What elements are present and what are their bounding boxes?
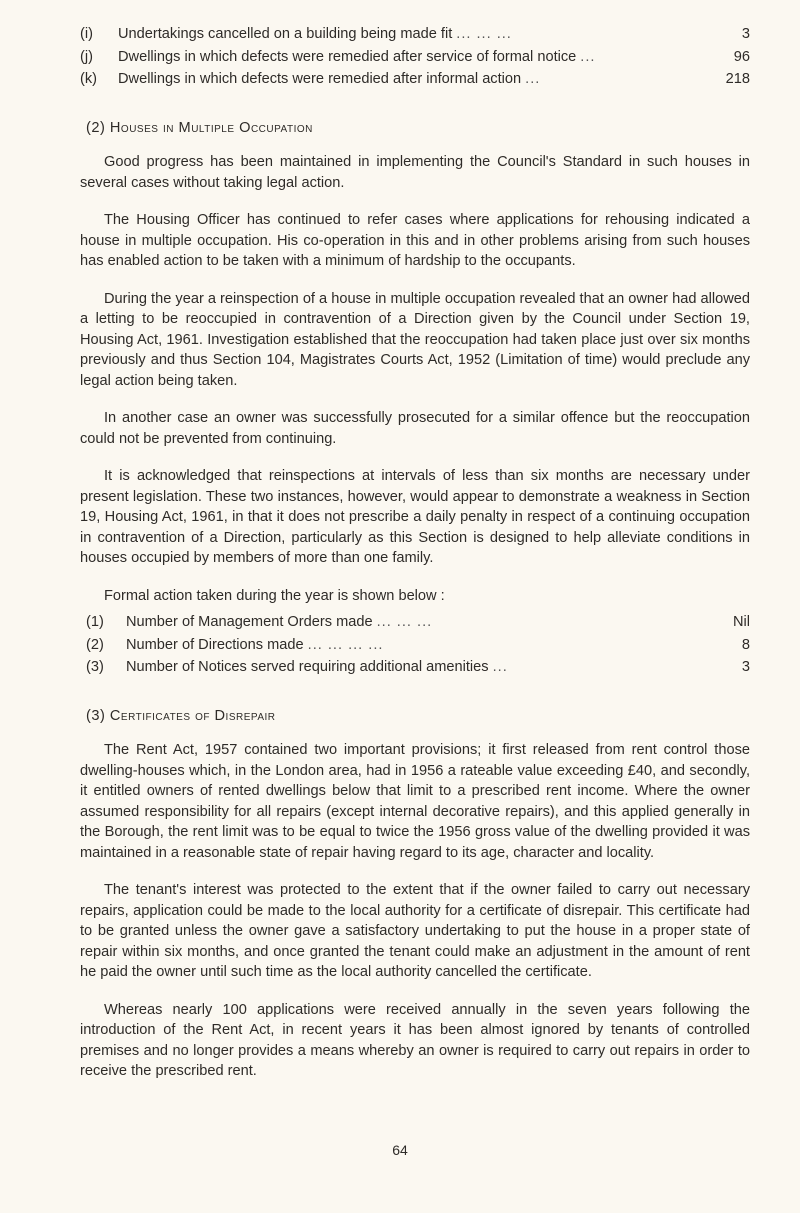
item-value: 8: [741, 636, 750, 653]
item-text: Dwellings in which defects were remedied after service of formal notice: [118, 48, 577, 65]
item-label: (1): [86, 614, 104, 630]
paragraph: During the year a reinspection of a house in multiple occupation revealed that an owner had allowed a letting to be reoccupied in contravention of a Direction given by the Council under Section 19, Housing Act, 1961. Investigation established that the reoccupation had taken place just over six months previously and thus Section 104, Magistrates Courts Act, 1952 (Limitation of time) would preclude any legal action being taken.: [80, 290, 750, 389]
item-text: Undertakings cancelled on a building being made fit: [118, 26, 453, 42]
list-item: [80, 69, 750, 92]
paragraph: It is acknowledged that reinspections at intervals of less than six months are necessary under present legislation. These two instances, however, would appear to demonstrate a weakness in Section 19, Housing Act, 1961, in that it does not prescribe a daily penalty in respect of a continuing occupation in contravention of a Direction, particularly as this Section is designed to help alleviate conditions in houses occupied by members of more than one family.: [80, 468, 750, 566]
paragraph: Formal action taken during the year is shown below :: [104, 587, 445, 604]
item-text: Dwellings in which defects were remedied after informal action: [118, 71, 522, 87]
item-value: 3: [741, 26, 750, 42]
list-item: [80, 47, 750, 70]
leader-dots: ...: [525, 71, 541, 87]
item-value: 96: [733, 48, 750, 65]
item-text: Number of Management Orders made: [126, 614, 373, 630]
paragraph: Good progress has been maintained in implementing the Council's Standard in such houses in several cases without taking legal action.: [80, 154, 750, 191]
paragraph: The Housing Officer has continued to refer cases where applications for rehousing indicated a house in multiple occupation. His co-operation in this and in other problems arising from such houses has enabled action to be taken with a minimum of hardship to the occupants.: [80, 212, 750, 269]
leader-dots: ...: [580, 48, 596, 65]
page-number: 64: [392, 1142, 408, 1158]
list-item: [80, 657, 750, 680]
paragraph: Whereas nearly 100 applications were received annually in the seven years following the introduction of the Rent Act, in recent years it has been almost ignored by tenants of controlled premises and no longer provides a means whereby an owner is required to carry out repairs in order to receive the prescribed rent.: [80, 1001, 750, 1079]
item-value: 218: [725, 71, 750, 87]
leader-dots: ... ... ...: [456, 26, 512, 42]
item-label: (2): [86, 636, 104, 653]
list-item: [80, 24, 750, 47]
item-value: Nil: [732, 614, 750, 630]
paragraph: The tenant's interest was protected to the extent that if the owner failed to carry out necessary repairs, application could be made to the local authority for a certificate of disrepair. This certificate had to be granted unless the owner gave a satisfactory undertaking to put the house in a proper state of repair within six months, and once granted the tenant could make an adjustment in the amount of rent he paid the owner until such time as the local authority cancelled the certificate.: [80, 882, 750, 980]
item-label: (3): [86, 659, 104, 675]
item-label: (k): [80, 71, 98, 87]
section-heading: (3) Certificates of Disrepair: [86, 707, 276, 724]
item-text: Number of Notices served requiring additional amenities: [126, 659, 489, 675]
list-item: [80, 612, 750, 635]
leader-dots: ... ... ...: [376, 614, 433, 630]
item-value: 3: [741, 659, 750, 675]
paragraph: In another case an owner was successfully prosecuted for a similar offence but the reoccupation could not be prevented from continuing.: [80, 410, 750, 447]
leader-dots: ...: [492, 659, 508, 675]
paragraph: The Rent Act, 1957 contained two important provisions; it first released from rent control those dwelling-houses which, in the London area, had in 1956 a rateable value exceeding £40, and secondly, it entitled owners of rented dwellings below that limit to a prescribed rent income. Where the owner assumed responsibility for all repairs (except internal decorative repairs), and this applied generally in the Borough, the rent limit was to be equal to twice the 1956 gross value of the dwelling provided it was maintained in a reasonable state of repair having regard to its age, character and locality.: [80, 742, 750, 861]
document-page: [80, 24, 750, 1082]
item-label: (i): [80, 26, 93, 42]
formal-action-list: [80, 612, 750, 680]
list-item: [80, 635, 750, 658]
leader-dots: ... ... ... ...: [307, 636, 384, 653]
item-text: Number of Directions made: [126, 636, 304, 653]
section-heading: (2) Houses in Multiple Occupation: [86, 119, 313, 136]
list-top: [80, 24, 750, 92]
item-label: (j): [80, 48, 93, 65]
